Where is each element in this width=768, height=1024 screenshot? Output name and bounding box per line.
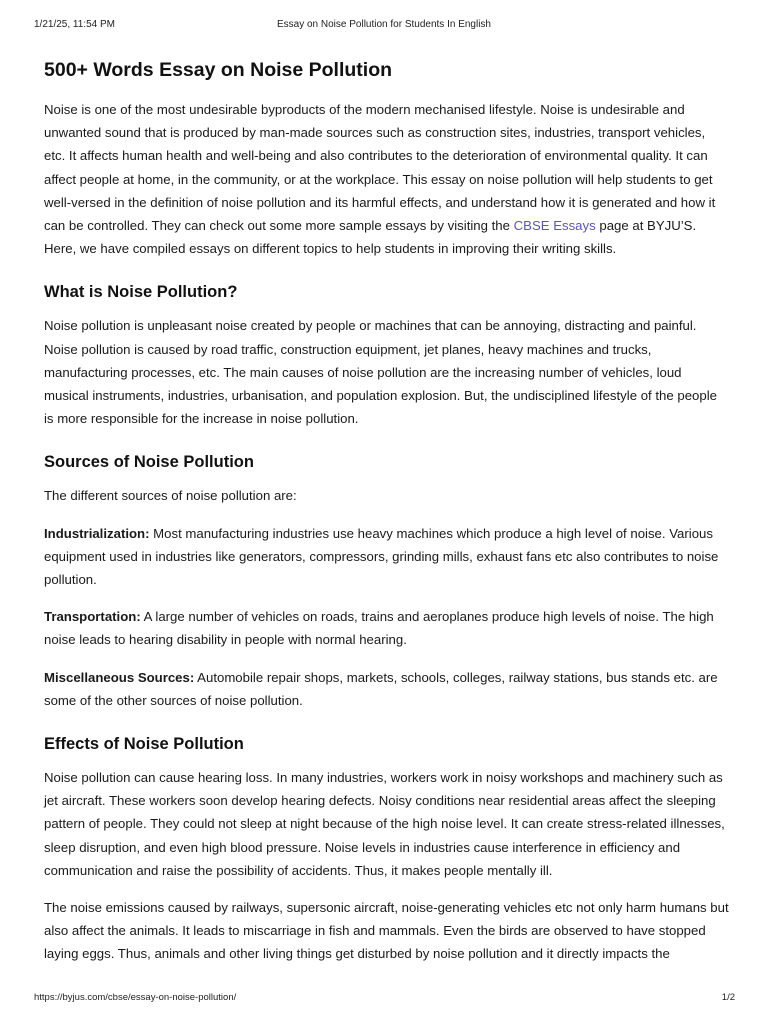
intro-paragraph bbox=[44, 98, 729, 260]
sources-intro: The different sources of noise pollution are: bbox=[44, 488, 297, 504]
intro-text-continued: page at BYJU’S. Here, we have compiled essays on different topics to help students in improving their writing skills. bbox=[44, 218, 697, 257]
cbse-essays-link[interactable]: CBSE Essays bbox=[513, 218, 596, 234]
effects-paragraph: The noise emissions caused by railways, supersonic aircraft, noise-generating vehicles etc not only harm humans but also affect the animals. It leads to miscarriage in fish and mammals. Even the birds are observed to have stopped laying eggs. Thus, animals and other living things get disturbed by noise pollution and it directly impacts the bbox=[44, 900, 729, 962]
article-title: 500+ Words Essay on Noise Pollution bbox=[44, 59, 393, 81]
intro-text: Noise is one of the most undesirable byproducts of the modern mechanised lifestyle. Noise is undesirable and unwanted sound that is produced by man-made sources such as construction sites, industries, transport vehicles, etc. It affects human health and well-being and also contributes to the deterioration of environmental quality. It can affect people at home, in the community, or at the workplace. This essay on noise pollution will help students to get well-versed in the definition of noise pollution and its harmful effects, and understand how it is generated and how it can be controlled. They can check out some more sample essays by visiting the bbox=[44, 102, 716, 234]
print-footer bbox=[0, 991, 768, 1005]
print-url: https://byjus.com/cbse/essay-on-noise-pollution/ bbox=[34, 992, 237, 1003]
source-description: Automobile repair shops, markets, schools, colleges, railway stations, bus stands etc. are some of the other sources of noise pollution. bbox=[44, 669, 718, 708]
effects-heading: Effects of Noise Pollution bbox=[44, 735, 244, 754]
effects-paragraph: Noise pollution can cause hearing loss. In many industries, workers work in noisy workshops and machinery such as jet aircraft. These workers soon develop hearing defects. Noisy conditions near residential areas affect the sleeping pattern of people. They could not sleep at night because of the high noise level. It can create stress-related illnesses, sleep disruption, and even high blood pressure. Noise levels in industries cause interference in efficiency and communication and raise the possibility of accidents. Thus, it makes people mentally ill. bbox=[44, 770, 725, 878]
source-term: Transportation: bbox=[44, 609, 141, 625]
page-number: 1/2 bbox=[721, 992, 735, 1003]
sources-heading: Sources of Noise Pollution bbox=[44, 453, 254, 472]
article bbox=[44, 56, 729, 980]
source-description: Most manufacturing industries use heavy machines which produce a high level of noise. Various equipment used in industries like generators, compressors, grinding mills, exhaust fans etc also contributes to noise pollution. bbox=[44, 525, 719, 588]
print-date: 1/21/25, 11:54 PM bbox=[34, 19, 115, 30]
what-is-heading: What is Noise Pollution? bbox=[44, 283, 238, 302]
source-item-industrialization bbox=[44, 522, 729, 592]
source-term: Miscellaneous Sources: bbox=[44, 669, 195, 685]
print-doc-title: Essay on Noise Pollution for Students In English bbox=[276, 19, 491, 30]
source-description: A large number of vehicles on roads, trains and aeroplanes produce high levels of noise. The high noise leads to hearing disability in people with normal hearing. bbox=[44, 609, 714, 648]
source-item-transportation bbox=[44, 605, 729, 651]
source-term: Industrialization: bbox=[44, 525, 150, 541]
source-item-miscellaneous bbox=[44, 666, 729, 712]
print-header bbox=[0, 18, 768, 32]
what-is-paragraph: Noise pollution is unpleasant noise created by people or machines that can be annoying, distracting and painful. Noise pollution is caused by road traffic, construction equipment, jet planes, heavy machines and trucks, manufacturing processes, etc. The main causes of noise pollution are the increasing number of vehicles, loud musical instruments, industries, urbanisation, and population explosion. But, the undisciplined lifestyle of the people is more responsible for the increase in noise pollution. bbox=[44, 318, 717, 427]
